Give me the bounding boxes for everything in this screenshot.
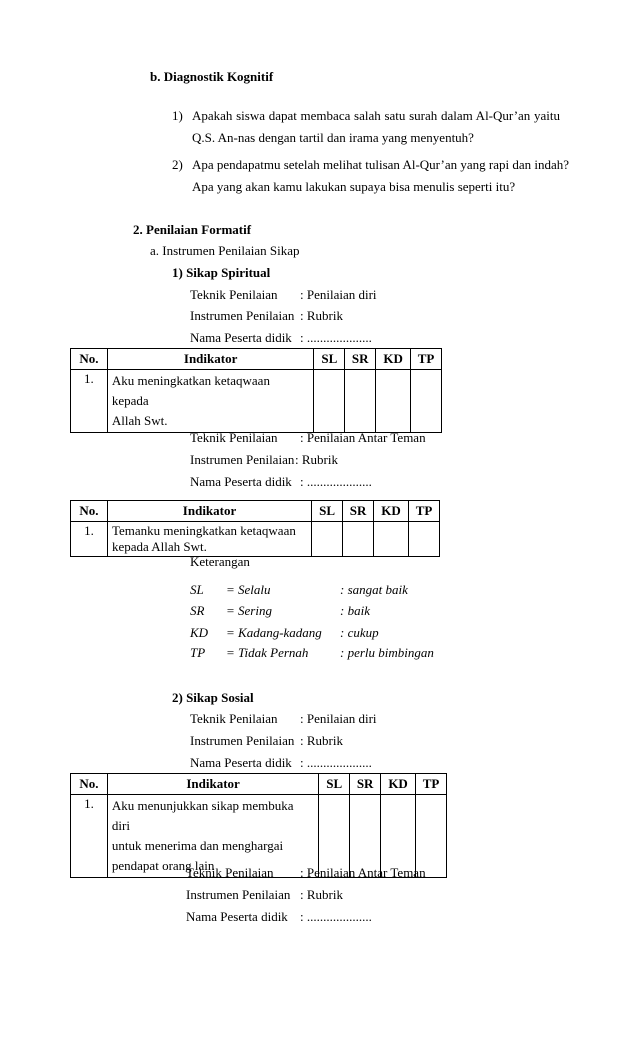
instrumen-value: : Rubrik bbox=[300, 308, 343, 323]
nama-value: : .................... bbox=[300, 909, 372, 924]
nama-value: : .................... bbox=[300, 755, 372, 770]
nama-label: Nama Peserta didik bbox=[190, 474, 292, 489]
cell-sr[interactable] bbox=[345, 370, 376, 433]
legend-code: SR bbox=[190, 603, 205, 618]
indikator-line: Temanku meningkatkan ketaqwaan bbox=[111, 523, 296, 538]
header-kd: KD bbox=[376, 349, 411, 370]
header-tp: TP bbox=[416, 774, 447, 795]
legend-note: : cukup bbox=[340, 625, 379, 640]
header-sr: SR bbox=[350, 774, 381, 795]
teknik-value: : Penilaian diri bbox=[300, 711, 377, 726]
header-sl: SL bbox=[312, 501, 343, 522]
subsection-a-heading: a. Instrumen Penilaian Sikap bbox=[150, 243, 300, 258]
header-indikator: Indikator bbox=[107, 501, 311, 522]
legend-note: : baik bbox=[340, 603, 370, 618]
table-header-row bbox=[71, 349, 442, 370]
rubric-table-spiritual-peer bbox=[70, 500, 440, 557]
table-header-row bbox=[71, 774, 447, 795]
question-1-line-1: Apakah siswa dapat membaca salah satu surah dalam Al-Qur’an yaitu bbox=[192, 108, 560, 123]
legend-meaning: = Kadang-kadang bbox=[226, 625, 322, 640]
teknik-label: Teknik Penilaian bbox=[190, 711, 278, 726]
instrumen-value: : Rubrik bbox=[300, 733, 343, 748]
header-indikator: Indikator bbox=[107, 774, 318, 795]
cell-tp[interactable] bbox=[411, 370, 442, 433]
row-number: 1. bbox=[71, 370, 108, 433]
nama-label: Nama Peserta didik bbox=[186, 909, 288, 924]
row-indikator bbox=[107, 522, 311, 557]
legend-meaning: = Selalu bbox=[226, 582, 271, 597]
nama-value: : .................... bbox=[300, 330, 372, 345]
header-sr: SR bbox=[343, 501, 374, 522]
indikator-line: Aku meningkatkan ketaqwaan kepada bbox=[111, 373, 270, 408]
indikator-line: pendapat orang lain bbox=[111, 858, 215, 873]
question-2-number: 2) bbox=[172, 157, 183, 172]
table-header-row bbox=[71, 501, 440, 522]
row-number: 1. bbox=[71, 795, 108, 878]
question-2-line-2: Apa yang akan kamu lakukan supaya bisa menulis seperti itu? bbox=[192, 179, 516, 194]
header-sr: SR bbox=[345, 349, 376, 370]
legend-code: KD bbox=[190, 625, 209, 640]
rubric-table-social-self bbox=[70, 773, 447, 878]
indikator-line: kepada Allah Swt. bbox=[111, 539, 207, 554]
teknik-label: Teknik Penilaian bbox=[190, 287, 278, 302]
instrumen-label: Instrumen Penilaian bbox=[186, 887, 291, 902]
header-kd: KD bbox=[374, 501, 409, 522]
cell-sl[interactable] bbox=[312, 522, 343, 557]
instrumen-label: Instrumen Penilaian bbox=[190, 308, 295, 323]
question-2-line-1: Apa pendapatmu setelah melihat tulisan Al-Qur’an yang rapi dan indah? bbox=[192, 157, 569, 172]
table-row bbox=[71, 522, 440, 557]
teknik-value: : Penilaian diri bbox=[300, 287, 377, 302]
instrumen-label: Instrumen Penilaian bbox=[190, 733, 295, 748]
cell-kd[interactable] bbox=[374, 522, 409, 557]
header-indikator: Indikator bbox=[107, 349, 314, 370]
cell-tp[interactable] bbox=[409, 522, 440, 557]
instrumen-value: : Rubrik bbox=[295, 452, 338, 467]
legend-meaning: = Sering bbox=[226, 603, 272, 618]
indikator-line: Allah Swt. bbox=[111, 413, 168, 428]
row-indikator bbox=[107, 370, 314, 433]
teknik-value: : Penilaian Antar Teman bbox=[300, 430, 426, 445]
keterangan-label: Keterangan bbox=[190, 554, 250, 569]
instrumen-label: Instrumen Penilaian bbox=[190, 452, 295, 467]
cell-kd[interactable] bbox=[376, 370, 411, 433]
nama-label: Nama Peserta didik bbox=[190, 755, 292, 770]
indikator-line: untuk menerima dan menghargai bbox=[111, 838, 284, 853]
teknik-label: Teknik Penilaian bbox=[186, 865, 274, 880]
header-sl: SL bbox=[314, 349, 345, 370]
header-no: No. bbox=[71, 774, 108, 795]
section-2-heading: 2. Penilaian Formatif bbox=[133, 222, 252, 237]
question-1-number: 1) bbox=[172, 108, 183, 123]
legend-note: : perlu bimbingan bbox=[340, 645, 434, 660]
header-tp: TP bbox=[409, 501, 440, 522]
cell-sl[interactable] bbox=[314, 370, 345, 433]
legend-meaning: = Tidak Pernah bbox=[226, 645, 309, 660]
cell-sr[interactable] bbox=[343, 522, 374, 557]
instrumen-value: : Rubrik bbox=[300, 887, 343, 902]
table-row bbox=[71, 370, 442, 433]
teknik-value: : Penilaian Antar Teman bbox=[300, 865, 426, 880]
section-b-heading: b. Diagnostik Kognitif bbox=[150, 69, 274, 84]
row-number: 1. bbox=[71, 522, 108, 557]
indikator-line: Aku menunjukkan sikap membuka diri bbox=[111, 798, 294, 833]
header-tp: TP bbox=[411, 349, 442, 370]
nama-value: : .................... bbox=[300, 474, 372, 489]
rubric-table-spiritual-self bbox=[70, 348, 442, 433]
sikap-spiritual-heading: 1) Sikap Spiritual bbox=[172, 265, 271, 280]
header-kd: KD bbox=[381, 774, 416, 795]
nama-label: Nama Peserta didik bbox=[190, 330, 292, 345]
legend-note: : sangat baik bbox=[340, 582, 408, 597]
legend-code: TP bbox=[190, 645, 206, 660]
header-no: No. bbox=[71, 501, 108, 522]
question-1-line-2: Q.S. An-nas dengan tartil dan irama yang menyentuh? bbox=[192, 130, 474, 145]
sikap-sosial-heading: 2) Sikap Sosial bbox=[172, 690, 254, 705]
header-no: No. bbox=[71, 349, 108, 370]
header-sl: SL bbox=[319, 774, 350, 795]
legend-code: SL bbox=[190, 582, 204, 597]
teknik-label: Teknik Penilaian bbox=[190, 430, 278, 445]
